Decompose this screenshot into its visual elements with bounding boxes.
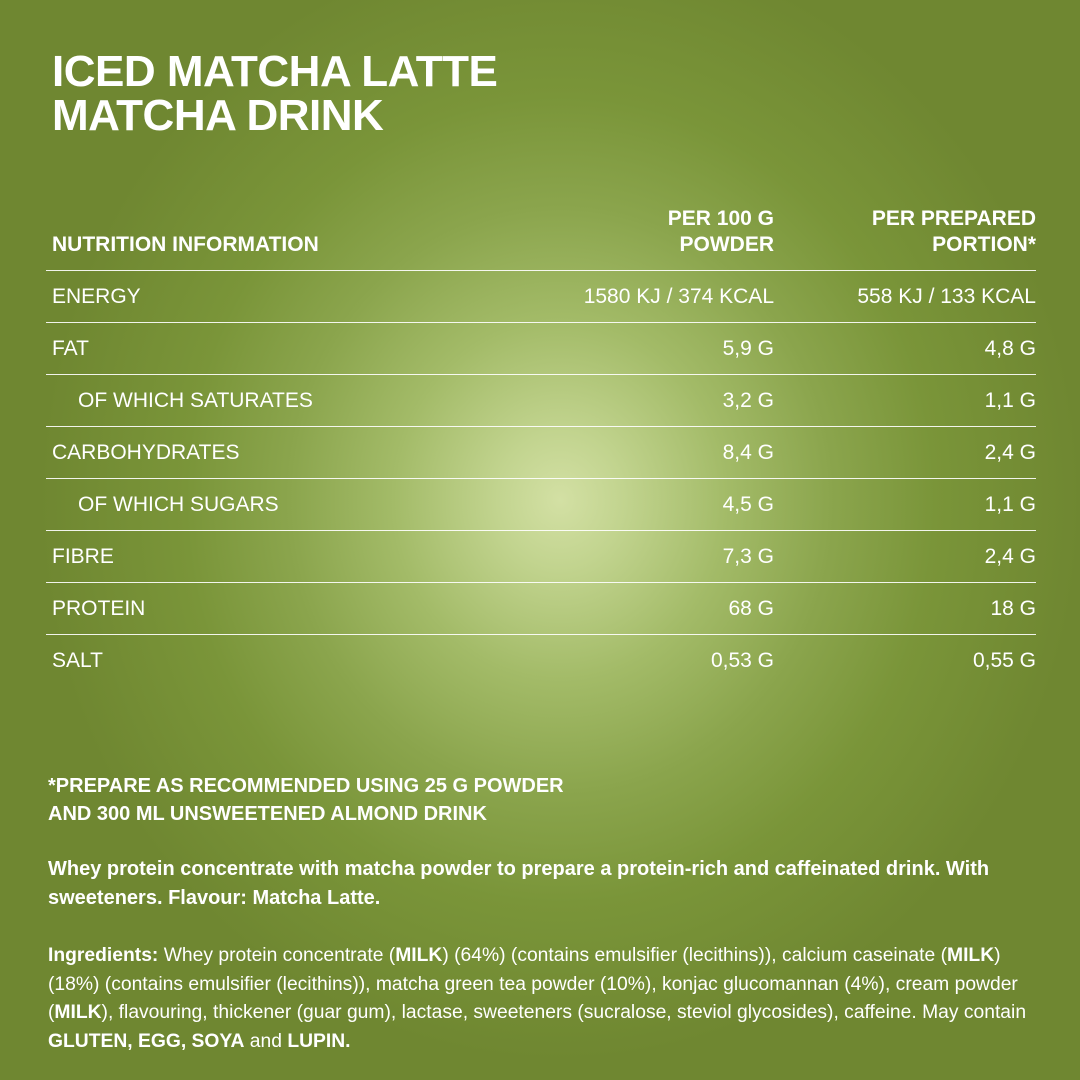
- row-value-per-portion: 1,1 G: [984, 492, 1036, 516]
- ingredients-list: [48, 942, 1048, 1056]
- table-row-salt: [46, 635, 1036, 686]
- header-per-portion: [774, 206, 1036, 270]
- ingredients-label: Ingredients:: [48, 945, 159, 966]
- ingredients-text: ) (18%) (contains emulsifier (lecithins)), matcha green tea powder (10%), konjac glucomannan (4%), cream powder (: [48, 945, 1018, 1023]
- allergen-lupin: LUPIN.: [287, 1030, 351, 1052]
- row-value-per-100g: 68 G: [728, 596, 774, 620]
- row-value-per-portion: 0,55 G: [972, 648, 1036, 672]
- row-label: FAT: [52, 336, 89, 360]
- row-value-per-100g: 1580 KJ / 374 KCAL: [583, 284, 774, 308]
- table-row-sugars: [46, 479, 1036, 531]
- table-row-fibre: [46, 531, 1036, 583]
- table-row-carbohydrates: [46, 427, 1036, 479]
- row-label: OF WHICH SATURATES: [78, 388, 313, 412]
- header-per-portion-line-1: PER PREPARED: [871, 207, 1036, 230]
- row-label: OF WHICH SUGARS: [78, 492, 279, 516]
- row-value-per-portion: 2,4 G: [984, 544, 1036, 568]
- ingredients-text: and: [244, 1030, 288, 1052]
- ingredients-text: Whey protein concentrate (: [158, 945, 396, 966]
- allergen-trace-list: GLUTEN, EGG, SOYA: [48, 1030, 245, 1052]
- ingredients-text: ) (64%) (contains emulsifier (lecithins)), calcium caseinate (: [442, 945, 948, 966]
- preparation-footnote: [48, 772, 1028, 828]
- footnote-line-2: AND 300 ML UNSWEETENED ALMOND DRINK: [48, 803, 487, 825]
- row-value-per-portion: 558 KJ / 133 KCAL: [857, 284, 1036, 308]
- table-row-fat: [46, 323, 1036, 375]
- allergen-milk: MILK: [395, 945, 443, 966]
- row-value-per-100g: 8,4 G: [722, 440, 774, 464]
- footnote-line-1: *PREPARE AS RECOMMENDED USING 25 G POWDER: [48, 775, 564, 797]
- ingredients-text: ), flavouring, thickener (guar gum), lactase, sweeteners (sucralose, steviol glycosides), caffeine. May contain: [101, 1002, 1027, 1023]
- nutrition-table: [46, 204, 1036, 686]
- header-per-100g-line-2: POWDER: [679, 233, 774, 256]
- row-label: SALT: [52, 648, 103, 672]
- header-per-portion-line-2: PORTION*: [932, 233, 1036, 256]
- product-title-line-2: MATCHA DRINK: [52, 91, 384, 140]
- table-row-saturates: [46, 375, 1036, 427]
- row-label: FIBRE: [52, 544, 114, 568]
- row-value-per-100g: 5,9 G: [722, 336, 774, 360]
- allergen-milk: MILK: [947, 945, 995, 966]
- product-description: Whey protein concentrate with matcha powder to prepare a protein-rich and caffeinated drink. With sweeteners. Flavour: Matcha Latte.: [48, 858, 990, 909]
- row-value-per-portion: 1,1 G: [984, 388, 1036, 412]
- row-value-per-100g: 0,53 G: [710, 648, 774, 672]
- row-value-per-100g: 4,5 G: [722, 492, 774, 516]
- table-row-protein: [46, 583, 1036, 635]
- row-value-per-portion: 2,4 G: [984, 440, 1036, 464]
- row-label: ENERGY: [52, 284, 141, 308]
- row-value-per-portion: 4,8 G: [984, 336, 1036, 360]
- row-label: CARBOHYDRATES: [52, 440, 240, 464]
- header-per-100g-line-1: PER 100 G: [667, 207, 774, 230]
- row-value-per-100g: 7,3 G: [722, 544, 774, 568]
- nutrition-table-header: [46, 204, 1036, 271]
- allergen-milk: MILK: [54, 1002, 102, 1023]
- table-row-energy: [46, 271, 1036, 323]
- product-title: [52, 47, 498, 140]
- header-per-100g: [474, 206, 774, 270]
- row-value-per-portion: 18 G: [990, 596, 1036, 620]
- row-label: PROTEIN: [52, 596, 146, 620]
- product-title-line-1: ICED MATCHA LATTE: [52, 47, 498, 96]
- header-nutrition-information: NUTRITION INFORMATION: [52, 233, 319, 256]
- row-value-per-100g: 3,2 G: [722, 388, 774, 412]
